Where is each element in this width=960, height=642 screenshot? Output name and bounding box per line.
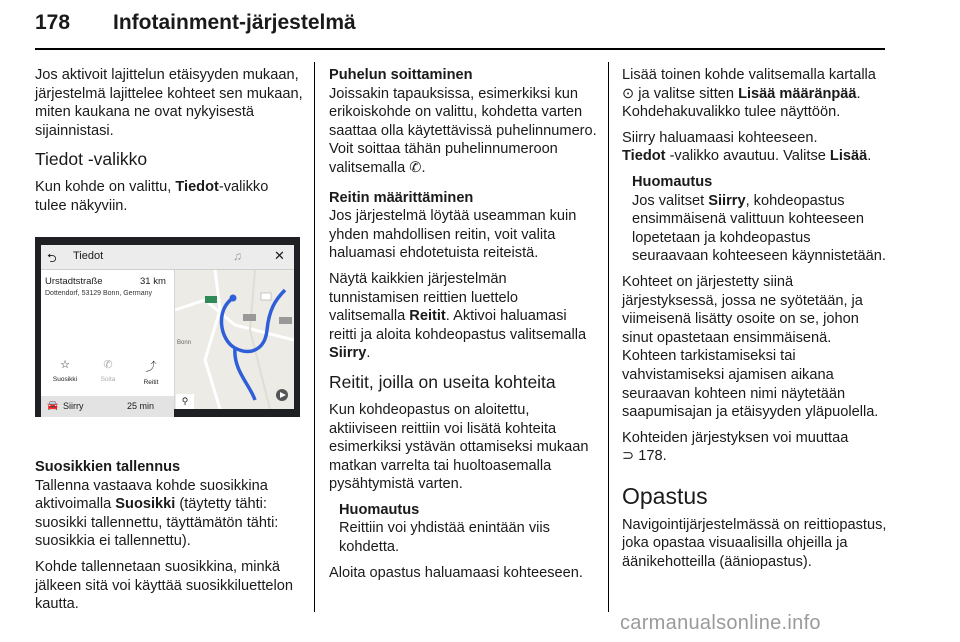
note-box — [632, 173, 888, 266]
note-title: Huomautus — [339, 501, 420, 518]
favourite-button[interactable]: ☆ Suosikki — [43, 358, 87, 383]
paragraph: Kohde tallennetaan suosikkina, minkä jälkeen sitä voi käyttää suosikkiluettelon kautta. — [35, 558, 293, 613]
note-title: Huomautus — [632, 173, 713, 190]
paragraph: Jos järjestelmä löytää useamman kuin yhden mahdollisen reitin, voit valita haluamasi ehdotetuista reiteistä. — [329, 208, 577, 262]
subheading: Puhelun soittaminen — [329, 67, 473, 83]
column-divider — [314, 62, 315, 612]
paragraph: Joissakin tapauksissa, esimerkiksi kun erikoiskohde on valittu, kohdetta varten saattaa olla käytettävissä puhelinnumero. Voit soittaa tähän puhelinnumeroon valitsemalla ✆. — [329, 85, 597, 176]
paragraph: Navigointijärjestelmässä on reittiopastus, joka opastaa visuaalisilla ohjeilla ja äänikehotteilla (ääniopastus). — [622, 516, 887, 571]
header-rule — [35, 48, 885, 50]
reference-arrow-icon: ⊃ — [622, 448, 635, 465]
subheading: Reitin määrittäminen — [329, 189, 474, 206]
paragraph: Kohteet on järjestetty siinä järjestyksessä, jossa ne syötetään, ja viimeisenä lisätty osoite on se, johon sinut opastetaan ensimmäisenä. Kohteen tarkistamiseksi tai vahvistamiseksi ajamisen aikana seuraavan kohteen nimi näytetään saapumisajan ja etäisyyden yläpuolella. — [622, 273, 879, 421]
route-icon: ⤴ — [145, 361, 157, 373]
map-place-label: Bonn — [177, 340, 192, 346]
call-button[interactable]: ✆ Soita — [86, 358, 130, 383]
paragraph: Tallenna vastaava kohde suosikkina aktivoimalla Suosikki (täytetty tähti: suosikki tallennettu, täyttämätön tähti: suosikkia ei tallennettu). — [35, 477, 279, 550]
map-view[interactable] — [175, 270, 294, 409]
column-1 — [35, 66, 303, 223]
destination-street: Urstadtstraße — [45, 276, 103, 287]
note-box — [339, 501, 597, 557]
note-body: Jos valitset Siirry, kohdeopastus ensimmäisenä valittuun kohteeseen lopetetaan ja kohdeopastus seuraavaan kohteeseen käynnistetään. — [632, 192, 886, 265]
paragraph: Näytä kaikkien järjestelmän tunnistamisen reittien luettelo valitsemalla Reitit. Aktivoi haluamasi reitti ja aloita kohdeopastus valitsemalla Siirry. — [329, 270, 587, 362]
note-body: Reittiin voi yhdistää enintään viis kohdetta. — [339, 520, 550, 556]
back-icon[interactable]: ⮌ — [47, 251, 57, 265]
map-pin-icon[interactable]: ⚲ — [176, 394, 194, 409]
phone-icon: ✆ — [103, 359, 113, 371]
destination-distance: 31 km — [140, 276, 166, 287]
destination-address: Dottendorf, 53129 Bonn, Germany — [45, 290, 153, 297]
phone-icon: ✆ — [409, 159, 422, 176]
navigation-screenshot — [35, 237, 300, 417]
go-button[interactable]: 🚘 Siirry 25 min — [41, 396, 174, 417]
page-number: 178 — [35, 11, 71, 34]
section-heading: Tiedot -valikko — [35, 149, 148, 170]
paragraph: Siirry haluamaasi kohteeseen. Tiedot -valikko avautuu. Valitse Lisää. — [622, 129, 872, 165]
star-outline-icon: ☆ — [60, 359, 70, 371]
section-heading: Reitit, joilla on useita kohteita — [329, 371, 556, 392]
destination-panel — [41, 270, 175, 409]
column-1-lower — [35, 458, 303, 621]
subheading: Suosikkien tallennus — [35, 459, 181, 475]
details-title: Tiedot — [73, 250, 104, 262]
page-reference[interactable]: ⊃ 178 — [622, 448, 663, 465]
routes-button[interactable]: ⤴ Reitit — [129, 358, 173, 386]
map-graphic — [175, 270, 294, 409]
watermark: carmanualsonline.info — [620, 612, 821, 634]
paragraph: Kun kohdeopastus on aloitettu, aktiiviseen reittiin voi lisätä kohteita esimerkiksi ystävän ottamiseksi mukaan matkan varrelta tai huoltoasemalla pysähtymistä varten. — [329, 401, 589, 493]
page-title: Infotainment-järjestelmä — [113, 11, 356, 34]
paragraph: Jos aktivoit lajittelun etäisyyden mukaan, järjestelmä lajittelee kohteet sen mukaan, miten kaukana ne ovat nykyisestä sijainnistasi. — [35, 67, 303, 139]
paragraph: Kohteiden järjestyksen voi muuttaa ⊃ 178. — [622, 429, 849, 465]
target-icon: ⊙ — [622, 85, 635, 102]
column-3 — [622, 66, 888, 579]
infotainment-screen — [41, 245, 294, 409]
section-heading: Opastus — [622, 482, 708, 509]
details-title-bar — [41, 245, 294, 270]
column-2 — [329, 66, 597, 589]
paragraph: Lisää toinen kohde valitsemalla kartalla ⊙ ja valitse sitten Lisää määränpää. Kohdehakuvalikko tulee näyttöön. — [622, 67, 876, 121]
close-icon[interactable]: ✕ — [274, 248, 285, 263]
car-icon: 🚘 — [47, 400, 59, 410]
music-note-icon[interactable]: ♫ — [233, 249, 242, 263]
column-divider — [608, 62, 609, 612]
paragraph: Kun kohde on valittu, Tiedot-valikko tulee näkyviin. — [35, 179, 269, 214]
paragraph: Aloita opastus haluamaasi kohteeseen. — [329, 564, 583, 581]
